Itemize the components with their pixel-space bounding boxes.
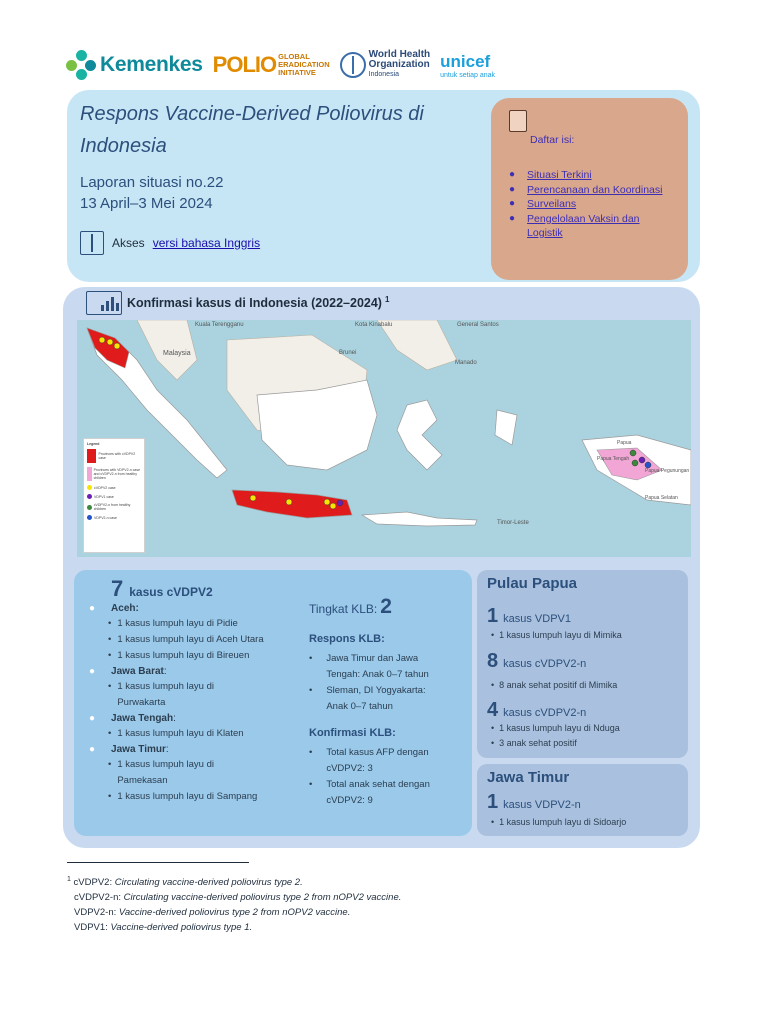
list-item: • 8 anak sehat positif di Mimika bbox=[491, 680, 618, 690]
toc-item-situasi[interactable]: ● Situasi Terkini bbox=[509, 169, 592, 181]
footnote-line: VDPV2-n: Vaccine-derived poliovirus type 2 from nOPV2 vaccine. bbox=[74, 907, 351, 919]
toc-item-surveilans[interactable]: ● Surveilans bbox=[509, 198, 577, 210]
papua-summary bbox=[477, 570, 688, 758]
jatim-stat: 1 kasus VDPV2-n bbox=[487, 791, 581, 813]
cvdpv2-summary bbox=[74, 570, 472, 836]
page-title: Respons Vaccine-Derived Poliovirus di Indonesia bbox=[80, 103, 424, 157]
list-item: • Total anak sehat dengan cVDPV2: 9 bbox=[309, 779, 430, 806]
jawa-timur-title: Jawa Timur bbox=[487, 769, 570, 786]
province-jawa-barat: ● Jawa Barat: bbox=[89, 666, 167, 677]
list-item: • 1 kasus lumpuh layu di Purwakarta bbox=[108, 681, 214, 708]
kemenkes-icon bbox=[66, 50, 96, 80]
klb-response-title: Respons KLB: bbox=[309, 633, 385, 645]
access-prefix: Akses bbox=[112, 236, 145, 250]
polio-logo bbox=[213, 52, 330, 78]
klb-confirm-list bbox=[309, 745, 469, 809]
list-item: • 1 kasus lumpuh layu di Pamekasan bbox=[108, 759, 214, 786]
list-item: • 1 kasus lumpuh layu di Sidoarjo bbox=[491, 817, 627, 827]
klb-confirm-title: Konfirmasi KLB: bbox=[309, 727, 396, 739]
province-jawa-timur: ● Jawa Timur: bbox=[89, 744, 169, 755]
list-item: • 1 kasus lumpuh layu di Mimika bbox=[491, 630, 622, 640]
list-item: • 3 anak sehat positif bbox=[491, 738, 577, 748]
who-logo bbox=[340, 50, 430, 80]
access-english-version bbox=[80, 231, 260, 255]
list-item: • 1 kasus lumpuh layu di Pidie bbox=[108, 618, 238, 629]
unicef-tagline: untuk setiap anak bbox=[440, 71, 496, 79]
unicef-wordmark: unicef bbox=[440, 51, 491, 71]
list-item: • 1 kasus lumpuh layu di Bireuen bbox=[108, 650, 250, 661]
cases-count: 7 bbox=[111, 576, 124, 601]
indonesia-case-map: Legend Provinces with cVDPV2 case Provinces with VDPV2-n case and cVDPV2-n from healthy children cVDPV2 case VDPV1 case cVDPV2-n from healthy children VDPV2-n case Kuala Terengganu Kota Kinabalu Malaysia Brunei General Santos Manado Timor-Leste Papua Papua Tengah Papua Pegunungan Papua Selatan bbox=[77, 320, 691, 557]
who-emblem-icon bbox=[340, 52, 366, 78]
footnotes bbox=[67, 872, 401, 935]
klb-response-list bbox=[309, 651, 469, 715]
cases-heading bbox=[111, 576, 213, 602]
papua-stat-cvdpv2n-2: 4 kasus cVDPV2-n bbox=[487, 699, 587, 721]
province-aceh: ● Aceh: bbox=[89, 603, 139, 614]
list-item: • Total kasus AFP dengan cVDPV2: 3 bbox=[309, 747, 429, 774]
english-version-link[interactable]: versi bahasa Inggris bbox=[152, 236, 261, 250]
list-item: • 1 kasus lumpuh layu di Klaten bbox=[108, 728, 244, 739]
klb-level: Tingkat KLB: 2 bbox=[309, 595, 392, 618]
list-item: • 1 kasus lumpuh layu di Sampang bbox=[108, 791, 258, 802]
book-icon bbox=[80, 231, 104, 255]
papua-title: Pulau Papua bbox=[487, 575, 578, 592]
province-list bbox=[89, 601, 299, 805]
map-section-title: Konfirmasi kasus di Indonesia (2022–2024) $^1$ bbox=[127, 295, 390, 311]
document-icon bbox=[509, 110, 527, 132]
kemenkes-wordmark: Kemenkes bbox=[100, 53, 203, 76]
kemenkes-logo bbox=[66, 50, 203, 80]
footnote-divider bbox=[67, 862, 249, 863]
main-panel bbox=[63, 287, 700, 848]
papua-stat-vdpv1: 1 kasus VDPV1 bbox=[487, 605, 571, 627]
cases-label: kasus cVDPV2 bbox=[129, 585, 213, 599]
report-number: Laporan situasi no.22 bbox=[80, 174, 224, 191]
polio-wordmark: POLIO bbox=[212, 52, 277, 77]
report-date: 13 April–3 Mei 2024 bbox=[80, 195, 213, 212]
footnote-line: VDPV1: Vaccine-derived poliovirus type 1. bbox=[74, 922, 253, 934]
footnote-line: cVDPV2-n: Circulating vaccine-derived poliovirus type 2 from nOPV2 vaccine. bbox=[74, 892, 402, 904]
toc-title: Daftar isi: bbox=[530, 134, 575, 146]
chart-monitor-icon bbox=[86, 291, 122, 315]
header-panel bbox=[67, 90, 700, 282]
map-legend: Legend Provinces with cVDPV2 case Provinces with VDPV2-n case and cVDPV2-n from healthy children cVDPV2 case VDPV1 case cVDPV2-n from healthy children VDPV2-n case bbox=[83, 438, 145, 553]
partner-logos bbox=[66, 40, 495, 90]
polio-subtitle: GLOBAL ERADICATION INITIATIVE bbox=[278, 52, 330, 77]
footnote-line: $^1$ cVDPV2: Circulating vaccine-derived poliovirus type 2. bbox=[67, 876, 303, 889]
toc-list bbox=[509, 168, 679, 241]
toc-item-pengelolaan[interactable]: ● Pengelolaan Vaksin dan Logistik bbox=[509, 212, 640, 239]
list-item: • 1 kasus lumpuh layu di Nduga bbox=[491, 723, 620, 733]
jawa-timur-summary bbox=[477, 764, 688, 836]
province-jawa-tengah: ● Jawa Tengah: bbox=[89, 713, 176, 724]
who-wordmark: World Health Organization Indonesia bbox=[368, 49, 431, 78]
toc-item-perencanaan[interactable]: ● Perencanaan dan Koordinasi bbox=[509, 183, 663, 196]
list-item: • 1 kasus lumpuh layu di Aceh Utara bbox=[108, 634, 264, 645]
table-of-contents bbox=[491, 98, 688, 280]
list-item: • Jawa Timur dan Jawa Tengah: Anak 0–7 tahun bbox=[309, 653, 429, 680]
papua-stat-cvdpv2n-1: 8 kasus cVDPV2-n bbox=[487, 650, 587, 672]
unicef-logo bbox=[440, 52, 495, 79]
list-item: • Sleman, DI Yogyakarta: Anak 0–7 tahun bbox=[309, 685, 426, 712]
map-section-header bbox=[86, 291, 389, 315]
